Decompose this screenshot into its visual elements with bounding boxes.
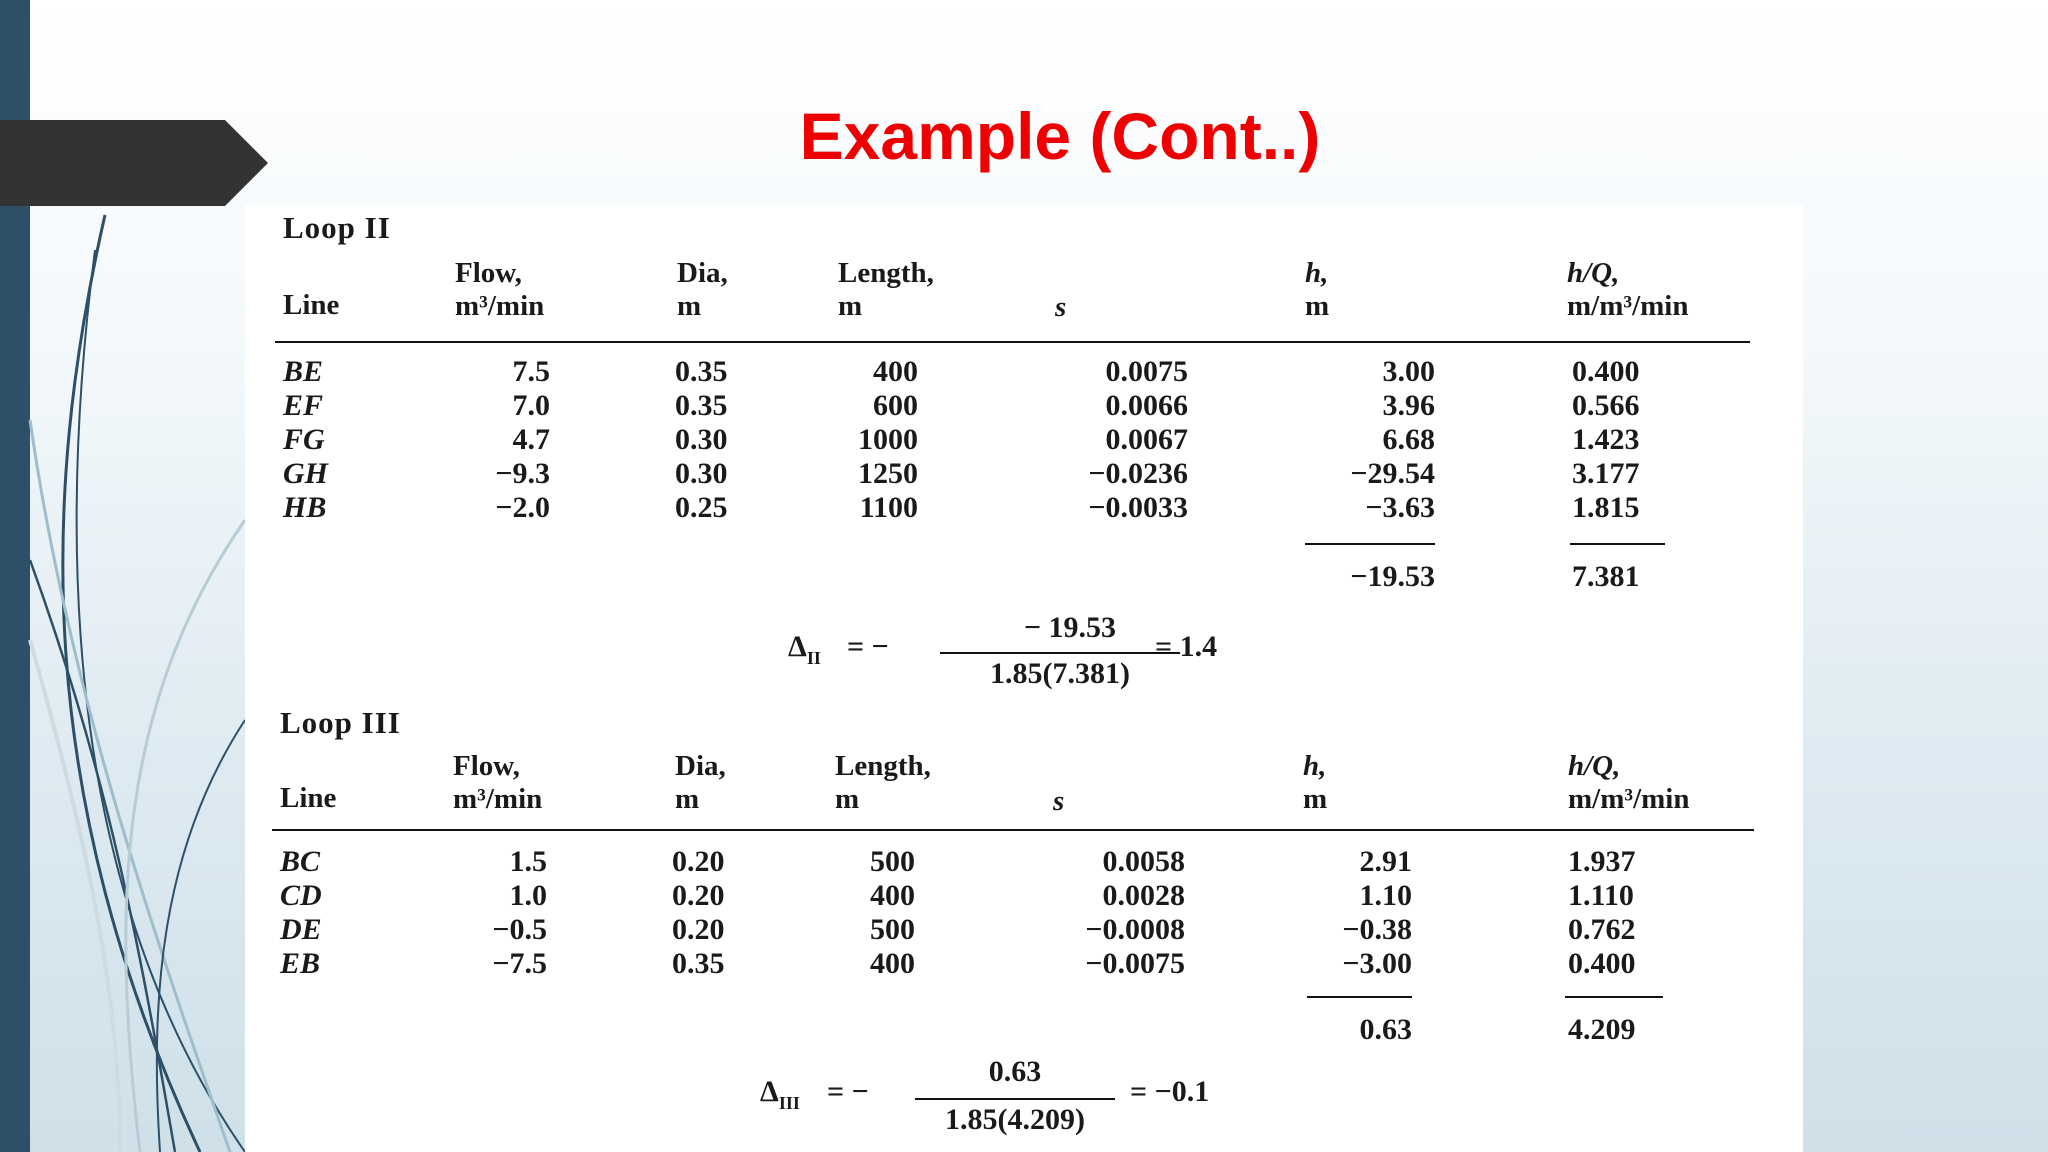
- cell-flow: 1.5: [509, 845, 547, 878]
- sum-rule-hq: [1570, 543, 1665, 545]
- cell-dia: 0.35: [672, 947, 725, 980]
- cell-hq: 0.762: [1568, 913, 1636, 946]
- header-flow: Flow, m³/min: [455, 257, 545, 322]
- loop-iii-sum-hq: 4.209: [1568, 1013, 1636, 1046]
- cell-dia: 0.35: [675, 389, 728, 422]
- header-length: Length, m: [838, 257, 934, 322]
- cell-hq: 0.400: [1572, 355, 1640, 388]
- cell-flow: 1.0: [509, 879, 547, 912]
- cell-h: 3.96: [1382, 389, 1435, 422]
- delta-symbol: Δ: [760, 1075, 779, 1108]
- loop-iii-sum-h: 0.63: [1359, 1013, 1412, 1046]
- header-h: h, m: [1305, 257, 1330, 322]
- loop-ii-title: Loop II: [283, 210, 391, 245]
- header-dia: Dia, m: [677, 257, 728, 322]
- cell-s: −0.0075: [1085, 947, 1185, 980]
- cell-dia: 0.30: [675, 457, 728, 490]
- header-hq: h/Q, m/m³/min: [1568, 750, 1690, 815]
- content-area: [245, 205, 1803, 1152]
- sum-rule-h: [1307, 996, 1412, 998]
- cell-flow: −0.5: [492, 913, 547, 946]
- cell-h: 3.00: [1382, 355, 1435, 388]
- cell-length: 400: [873, 355, 918, 388]
- loop-ii-sum-h: −19.53: [1350, 560, 1435, 593]
- cell-dia: 0.30: [675, 423, 728, 456]
- cell-s: 0.0066: [1105, 389, 1188, 422]
- arrow-banner-icon: [0, 120, 270, 206]
- formula-numerator: 0.63: [988, 1055, 1042, 1088]
- formula-numerator: − 19.53: [1023, 611, 1117, 644]
- header-length: Length, m: [835, 750, 931, 815]
- formula-result: = 1.4: [1155, 630, 1218, 663]
- header-flow: Flow, m³/min: [453, 750, 543, 815]
- cell-s: 0.0075: [1105, 355, 1188, 388]
- cell-line: GH: [283, 457, 328, 490]
- cell-dia: 0.20: [672, 845, 725, 878]
- delta-symbol: Δ: [788, 630, 807, 663]
- cell-length: 400: [870, 879, 915, 912]
- loop-ii-sum-hq: 7.381: [1572, 560, 1640, 593]
- cell-dia: 0.20: [672, 913, 725, 946]
- cell-flow: 7.0: [512, 389, 550, 422]
- cell-length: 600: [873, 389, 918, 422]
- cell-dia: 0.20: [672, 879, 725, 912]
- cell-flow: 4.7: [512, 423, 550, 456]
- cell-s: 0.0067: [1105, 423, 1188, 456]
- cell-line: EF: [283, 389, 324, 422]
- cell-hq: 0.400: [1568, 947, 1636, 980]
- cell-h: −29.54: [1350, 457, 1435, 490]
- cell-line: BE: [283, 355, 324, 388]
- cell-line: HB: [283, 491, 327, 524]
- formula-denominator: 1.85(4.209): [945, 1103, 1085, 1136]
- cell-s: −0.0033: [1088, 491, 1188, 524]
- loop-iii-title: Loop III: [280, 705, 401, 740]
- cell-h: −3.00: [1342, 947, 1412, 980]
- cell-length: 1000: [858, 423, 918, 456]
- cell-hq: 0.566: [1572, 389, 1640, 422]
- cell-dia: 0.25: [675, 491, 728, 524]
- cell-flow: −7.5: [492, 947, 547, 980]
- cell-length: 500: [870, 845, 915, 878]
- cell-hq: 1.110: [1568, 879, 1634, 912]
- cell-hq: 1.937: [1568, 845, 1636, 878]
- cell-line: CD: [280, 879, 322, 912]
- fraction-line: [915, 1098, 1115, 1100]
- cell-s: 0.0058: [1102, 845, 1185, 878]
- cell-h: 2.91: [1359, 845, 1412, 878]
- sum-rule-hq: [1565, 996, 1663, 998]
- sum-rule-h: [1305, 543, 1435, 545]
- formula-result: = −0.1: [1130, 1075, 1210, 1108]
- cell-dia: 0.35: [675, 355, 728, 388]
- cell-s: −0.0236: [1088, 457, 1188, 490]
- cell-h: −0.38: [1342, 913, 1412, 946]
- fraction-line: [940, 652, 1180, 654]
- header-s: s: [1055, 291, 1067, 323]
- cell-h: 1.10: [1359, 879, 1412, 912]
- cell-flow: 7.5: [512, 355, 550, 388]
- formula-denominator: 1.85(7.381): [990, 657, 1130, 690]
- formula-lead: = −: [827, 1075, 869, 1108]
- cell-line: DE: [280, 913, 322, 946]
- header-line: Line: [280, 782, 337, 814]
- cell-h: 6.68: [1382, 423, 1435, 456]
- slide-title: Example (Cont..): [799, 99, 1321, 173]
- cell-length: 500: [870, 913, 915, 946]
- header-h: h, m: [1303, 750, 1328, 815]
- cell-length: 1100: [859, 491, 918, 524]
- header-dia: Dia, m: [675, 750, 726, 815]
- cell-s: −0.0008: [1085, 913, 1185, 946]
- cell-length: 400: [870, 947, 915, 980]
- cell-line: BC: [280, 845, 321, 878]
- header-rule: [275, 341, 1750, 343]
- formula-lead: = −: [847, 630, 889, 663]
- cell-flow: −9.3: [495, 457, 550, 490]
- header-rule: [272, 829, 1754, 831]
- header-s: s: [1053, 785, 1065, 817]
- cell-s: 0.0028: [1102, 879, 1185, 912]
- cell-hq: 1.815: [1572, 491, 1640, 524]
- cell-hq: 1.423: [1572, 423, 1640, 456]
- cell-length: 1250: [858, 457, 918, 490]
- delta-subscript: III: [778, 1093, 800, 1113]
- header-hq: h/Q, m/m³/min: [1567, 257, 1689, 322]
- cell-line: EB: [280, 947, 321, 980]
- delta-subscript: II: [806, 648, 821, 668]
- cell-h: −3.63: [1365, 491, 1435, 524]
- cell-line: FG: [283, 423, 325, 456]
- cell-flow: −2.0: [495, 491, 550, 524]
- cell-hq: 3.177: [1572, 457, 1640, 490]
- header-line: Line: [283, 289, 340, 321]
